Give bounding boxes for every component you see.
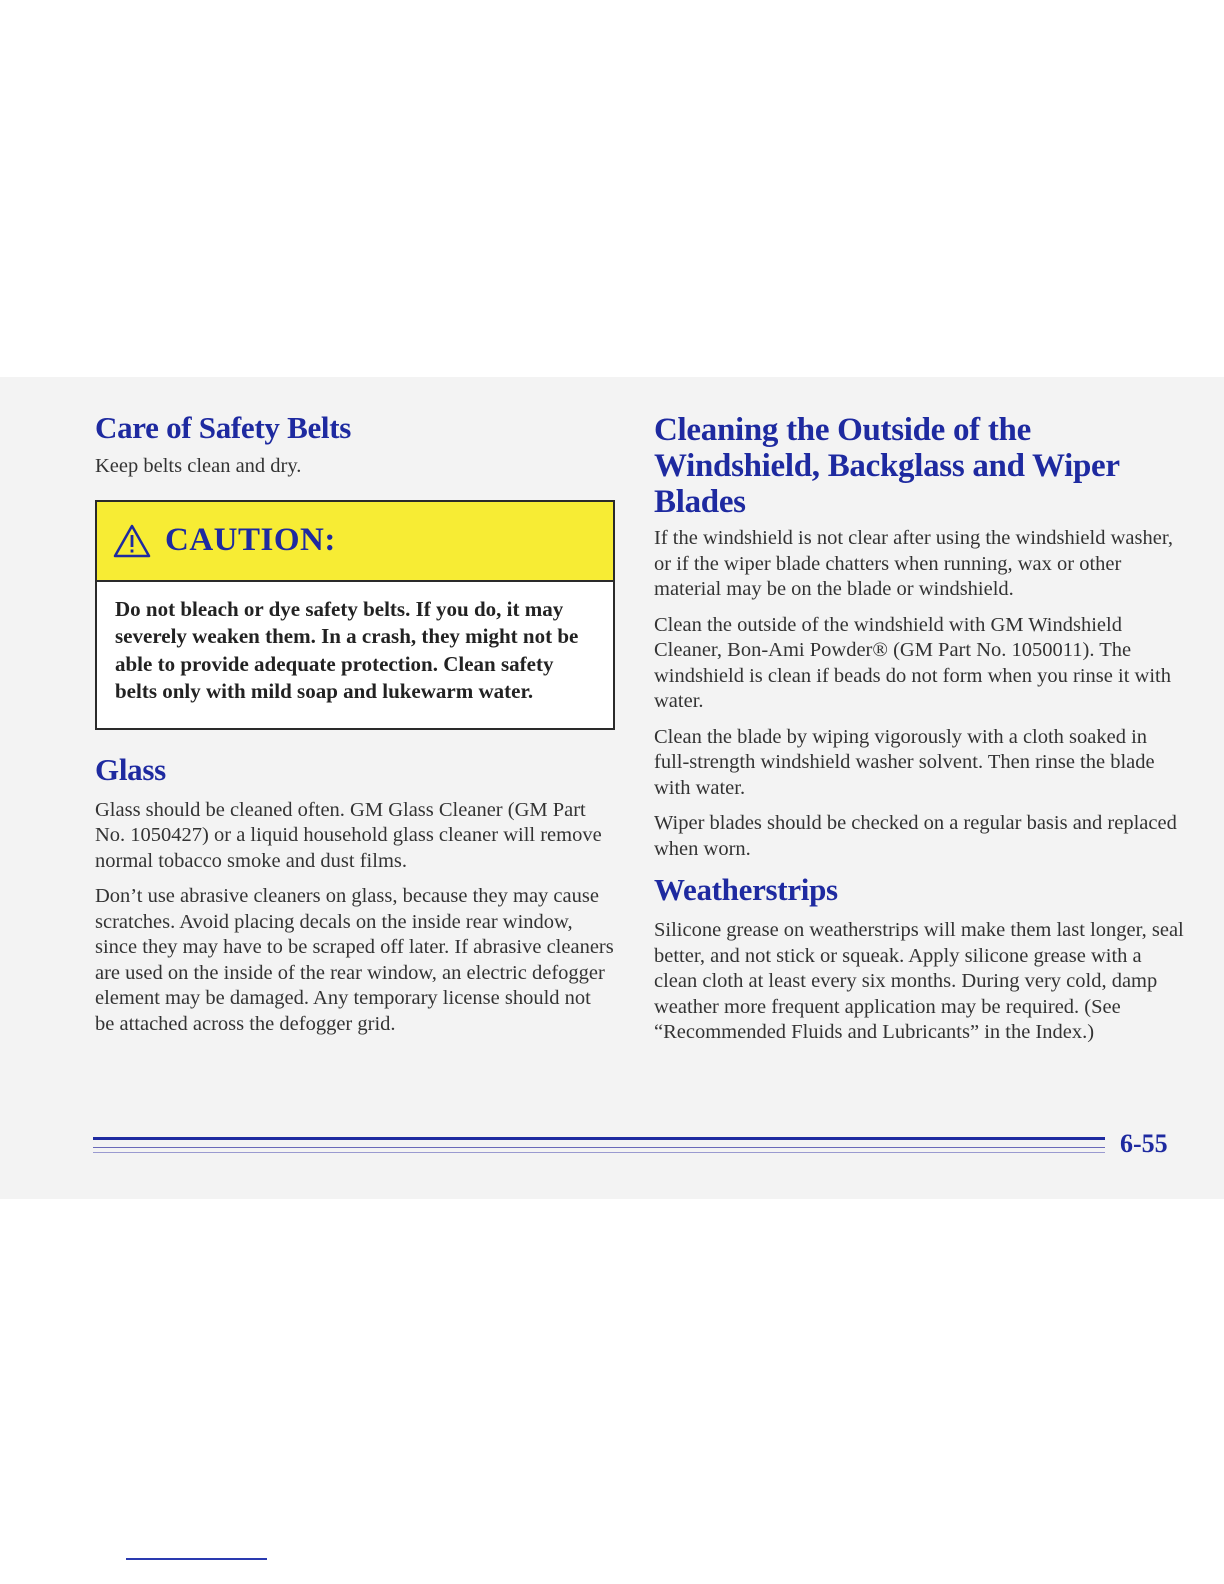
windshield-paragraph-2: Clean the outside of the windshield with GM Windshield Cleaner, Bon-Ami Powder® (GM Part No. 1050011). The windshield is clean if beads do not form when you rinse it with water. <box>654 613 1171 712</box>
windshield-paragraph-3: Clean the blade by wiping vigorously with a cloth soaked in full-strength windshield washer solvent. Then rinse the blade with water. <box>654 725 1155 799</box>
bottom-decorative-line <box>126 1558 267 1560</box>
caution-text: Do not bleach or dye safety belts. If you do, it may severely weaken them. In a crash, they might not be able to provide adequate protection. Clean safety belts only with mild soap and lukewarm water. <box>115 596 579 703</box>
left-column <box>95 410 615 1037</box>
warning-triangle-icon <box>113 524 151 558</box>
caution-header <box>97 502 613 582</box>
footer-rule <box>93 1137 1105 1140</box>
safety-belts-intro: Keep belts clean and dry. <box>95 455 302 477</box>
glass-paragraph-1: Glass should be cleaned often. GM Glass Cleaner (GM Part No. 1050427) or a liquid household glass cleaner will remove normal tobacco smoke and dust films. <box>95 798 602 872</box>
footer-rule-thin <box>93 1147 1105 1148</box>
heading-glass: Glass <box>95 751 166 787</box>
footer-rule-thin-2 <box>93 1152 1105 1153</box>
weatherstrips-paragraph: Silicone grease on weatherstrips will make them last longer, seal better, and not stick or squeak. Apply silicone grease with a clean cloth at least every six months. During very cold, damp weather more frequent application may be required. (See “Recommended Fluids and Lubricants” in the Index.) <box>654 919 1184 1043</box>
right-column <box>654 412 1184 1046</box>
windshield-paragraph-1: If the windshield is not clear after using the windshield washer, or if the wiper blade chatters when running, wax or other material may be on the blade or windshield. <box>654 527 1173 600</box>
heading-cleaning-windshield: Cleaning the Outside of the Windshield, Backglass and Wiper Blades <box>654 412 1120 520</box>
page-number: 6-55 <box>1120 1129 1168 1158</box>
heading-weatherstrips: Weatherstrips <box>654 872 838 907</box>
heading-care-of-safety-belts: Care of Safety Belts <box>95 410 352 445</box>
windshield-paragraph-4: Wiper blades should be checked on a regular basis and replaced when worn. <box>654 812 1177 860</box>
glass-paragraph-2: Don’t use abrasive cleaners on glass, because they may cause scratches. Avoid placing decals on the inside rear window, since they may have to be scraped off later. If abrasive cleaners are used on the inside of the rear window, an electric defogger element may be damaged. Any temporary license should not be attached across the defogger grid. <box>95 885 614 1035</box>
caution-title: CAUTION: <box>165 522 336 558</box>
caution-box <box>95 500 615 730</box>
